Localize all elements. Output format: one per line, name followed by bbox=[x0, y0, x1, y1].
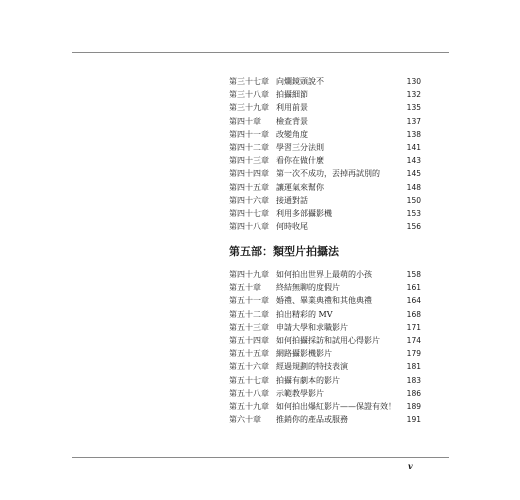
chapter-title: 申請大學和求職影片 bbox=[276, 322, 348, 332]
chapter-title: 看你在做什麼 bbox=[276, 156, 324, 166]
toc-entry bbox=[229, 400, 421, 413]
chapter-number: 第四十二章 bbox=[229, 142, 269, 152]
page-number: 145 bbox=[406, 169, 421, 179]
chapter-title: 改變角度 bbox=[276, 129, 308, 139]
chapter-number: 第五十四章 bbox=[229, 335, 269, 345]
page-number: 181 bbox=[406, 362, 421, 372]
chapter-title: 示範教學影片 bbox=[276, 388, 324, 398]
page-number: 132 bbox=[406, 90, 421, 100]
chapter-number: 第三十七章 bbox=[229, 77, 269, 86]
toc-entry bbox=[229, 181, 421, 194]
chapter-number: 第五十五章 bbox=[229, 349, 269, 359]
page-number: 138 bbox=[406, 129, 421, 139]
page-number: 191 bbox=[406, 415, 421, 425]
toc-entry bbox=[229, 360, 421, 373]
page-number: 143 bbox=[406, 156, 421, 166]
toc-entry bbox=[229, 115, 421, 128]
page-number: 135 bbox=[406, 103, 421, 113]
page-number: 189 bbox=[406, 401, 421, 411]
chapter-number: 第三十九章 bbox=[229, 103, 269, 113]
page-folio: v bbox=[408, 461, 413, 471]
chapter-number: 第五十八章 bbox=[229, 388, 269, 398]
toc-entry bbox=[229, 141, 421, 154]
chapter-number: 第四十三章 bbox=[229, 156, 269, 166]
page-number: 168 bbox=[406, 309, 421, 319]
chapter-number: 第四十五章 bbox=[229, 182, 269, 192]
page-number: 161 bbox=[406, 283, 421, 293]
page-number: 183 bbox=[406, 375, 421, 385]
chapter-number: 第五十九章 bbox=[229, 401, 269, 411]
chapter-title: 推銷你的產品或服務 bbox=[276, 415, 348, 425]
chapter-number: 第四十一章 bbox=[229, 129, 269, 139]
chapter-title: 學習三分法則 bbox=[276, 142, 324, 152]
toc-entry bbox=[229, 194, 421, 207]
bottom-rule bbox=[72, 457, 449, 458]
chapter-title: 拍出精彩的 MV bbox=[276, 309, 333, 319]
toc-entry bbox=[229, 101, 421, 114]
page-number: 153 bbox=[406, 208, 421, 218]
chapter-title: 接通對話 bbox=[276, 195, 308, 205]
chapter-number: 第五十章 bbox=[229, 283, 261, 293]
part-heading: 第五部：類型片拍攝法 bbox=[229, 245, 339, 258]
chapter-title: 檢查背景 bbox=[276, 116, 308, 126]
page-number: 158 bbox=[406, 270, 421, 279]
toc-entry bbox=[229, 128, 421, 141]
chapter-number: 第四十四章 bbox=[229, 169, 269, 179]
toc-entry bbox=[229, 387, 421, 400]
toc-entry bbox=[229, 75, 421, 88]
chapter-title: 利用多部攝影機 bbox=[276, 208, 332, 218]
page-number: 137 bbox=[406, 116, 421, 126]
chapter-number: 第六十章 bbox=[229, 415, 261, 425]
chapter-title: 拍攝細節 bbox=[276, 90, 308, 100]
toc-entry bbox=[229, 88, 421, 101]
chapter-number: 第五十二章 bbox=[229, 309, 269, 319]
toc-entry bbox=[229, 207, 421, 220]
chapter-title: 拍攝有劇本的影片 bbox=[276, 375, 340, 385]
toc-entry bbox=[229, 167, 421, 180]
toc-entry bbox=[229, 413, 421, 426]
toc-entry bbox=[229, 347, 421, 360]
toc-list-top bbox=[229, 75, 421, 233]
chapter-title: 如何拍攝採訪和試用心得影片 bbox=[276, 335, 380, 345]
toc-entry bbox=[229, 334, 421, 347]
chapter-number: 第四十章 bbox=[229, 116, 261, 126]
page-number: 156 bbox=[406, 222, 421, 232]
toc-entry bbox=[229, 294, 421, 307]
chapter-number: 第四十八章 bbox=[229, 222, 269, 232]
chapter-number: 第五十六章 bbox=[229, 362, 269, 372]
chapter-title: 讓運氣來幫你 bbox=[276, 182, 324, 192]
toc-entry bbox=[229, 321, 421, 334]
chapter-number: 第四十七章 bbox=[229, 208, 269, 218]
chapter-number: 第五十三章 bbox=[229, 322, 269, 332]
chapter-title: 如何拍出世界上最萌的小孩 bbox=[276, 270, 372, 279]
chapter-number: 第五十一章 bbox=[229, 296, 269, 306]
chapter-number: 第五十七章 bbox=[229, 375, 269, 385]
chapter-title: 網路攝影機影片 bbox=[276, 349, 332, 359]
chapter-title: 利用前景 bbox=[276, 103, 308, 113]
page-number: 174 bbox=[406, 335, 421, 345]
chapter-title: 向爛鏡頭說不 bbox=[276, 77, 324, 86]
page-number: 179 bbox=[406, 349, 421, 359]
toc-entry bbox=[229, 308, 421, 321]
top-rule bbox=[72, 52, 449, 53]
chapter-title: 如何拍出爆紅影片——保證有效！ bbox=[276, 401, 396, 411]
page-number: 130 bbox=[406, 77, 421, 86]
toc-entry bbox=[229, 374, 421, 387]
toc-entry bbox=[229, 281, 421, 294]
toc-entry bbox=[229, 268, 421, 281]
toc-list-bottom bbox=[229, 268, 421, 426]
chapter-title: 經過規劃的特技表演 bbox=[276, 362, 348, 372]
chapter-title: 終結無聊的度假片 bbox=[276, 283, 340, 293]
page-number: 141 bbox=[406, 142, 421, 152]
chapter-number: 第四十六章 bbox=[229, 195, 269, 205]
page-number: 186 bbox=[406, 388, 421, 398]
page-number: 164 bbox=[406, 296, 421, 306]
chapter-number: 第四十九章 bbox=[229, 270, 269, 279]
page-number: 171 bbox=[406, 322, 421, 332]
page-number: 150 bbox=[406, 195, 421, 205]
toc-entry bbox=[229, 154, 421, 167]
toc-entry bbox=[229, 220, 421, 233]
page-number: 148 bbox=[406, 182, 421, 192]
chapter-number: 第三十八章 bbox=[229, 90, 269, 100]
chapter-title: 何時收尾 bbox=[276, 222, 308, 232]
chapter-title: 第一次不成功，丟掉再試別的 bbox=[276, 169, 380, 179]
chapter-title: 婚禮、畢業典禮和其他典禮 bbox=[276, 296, 372, 306]
